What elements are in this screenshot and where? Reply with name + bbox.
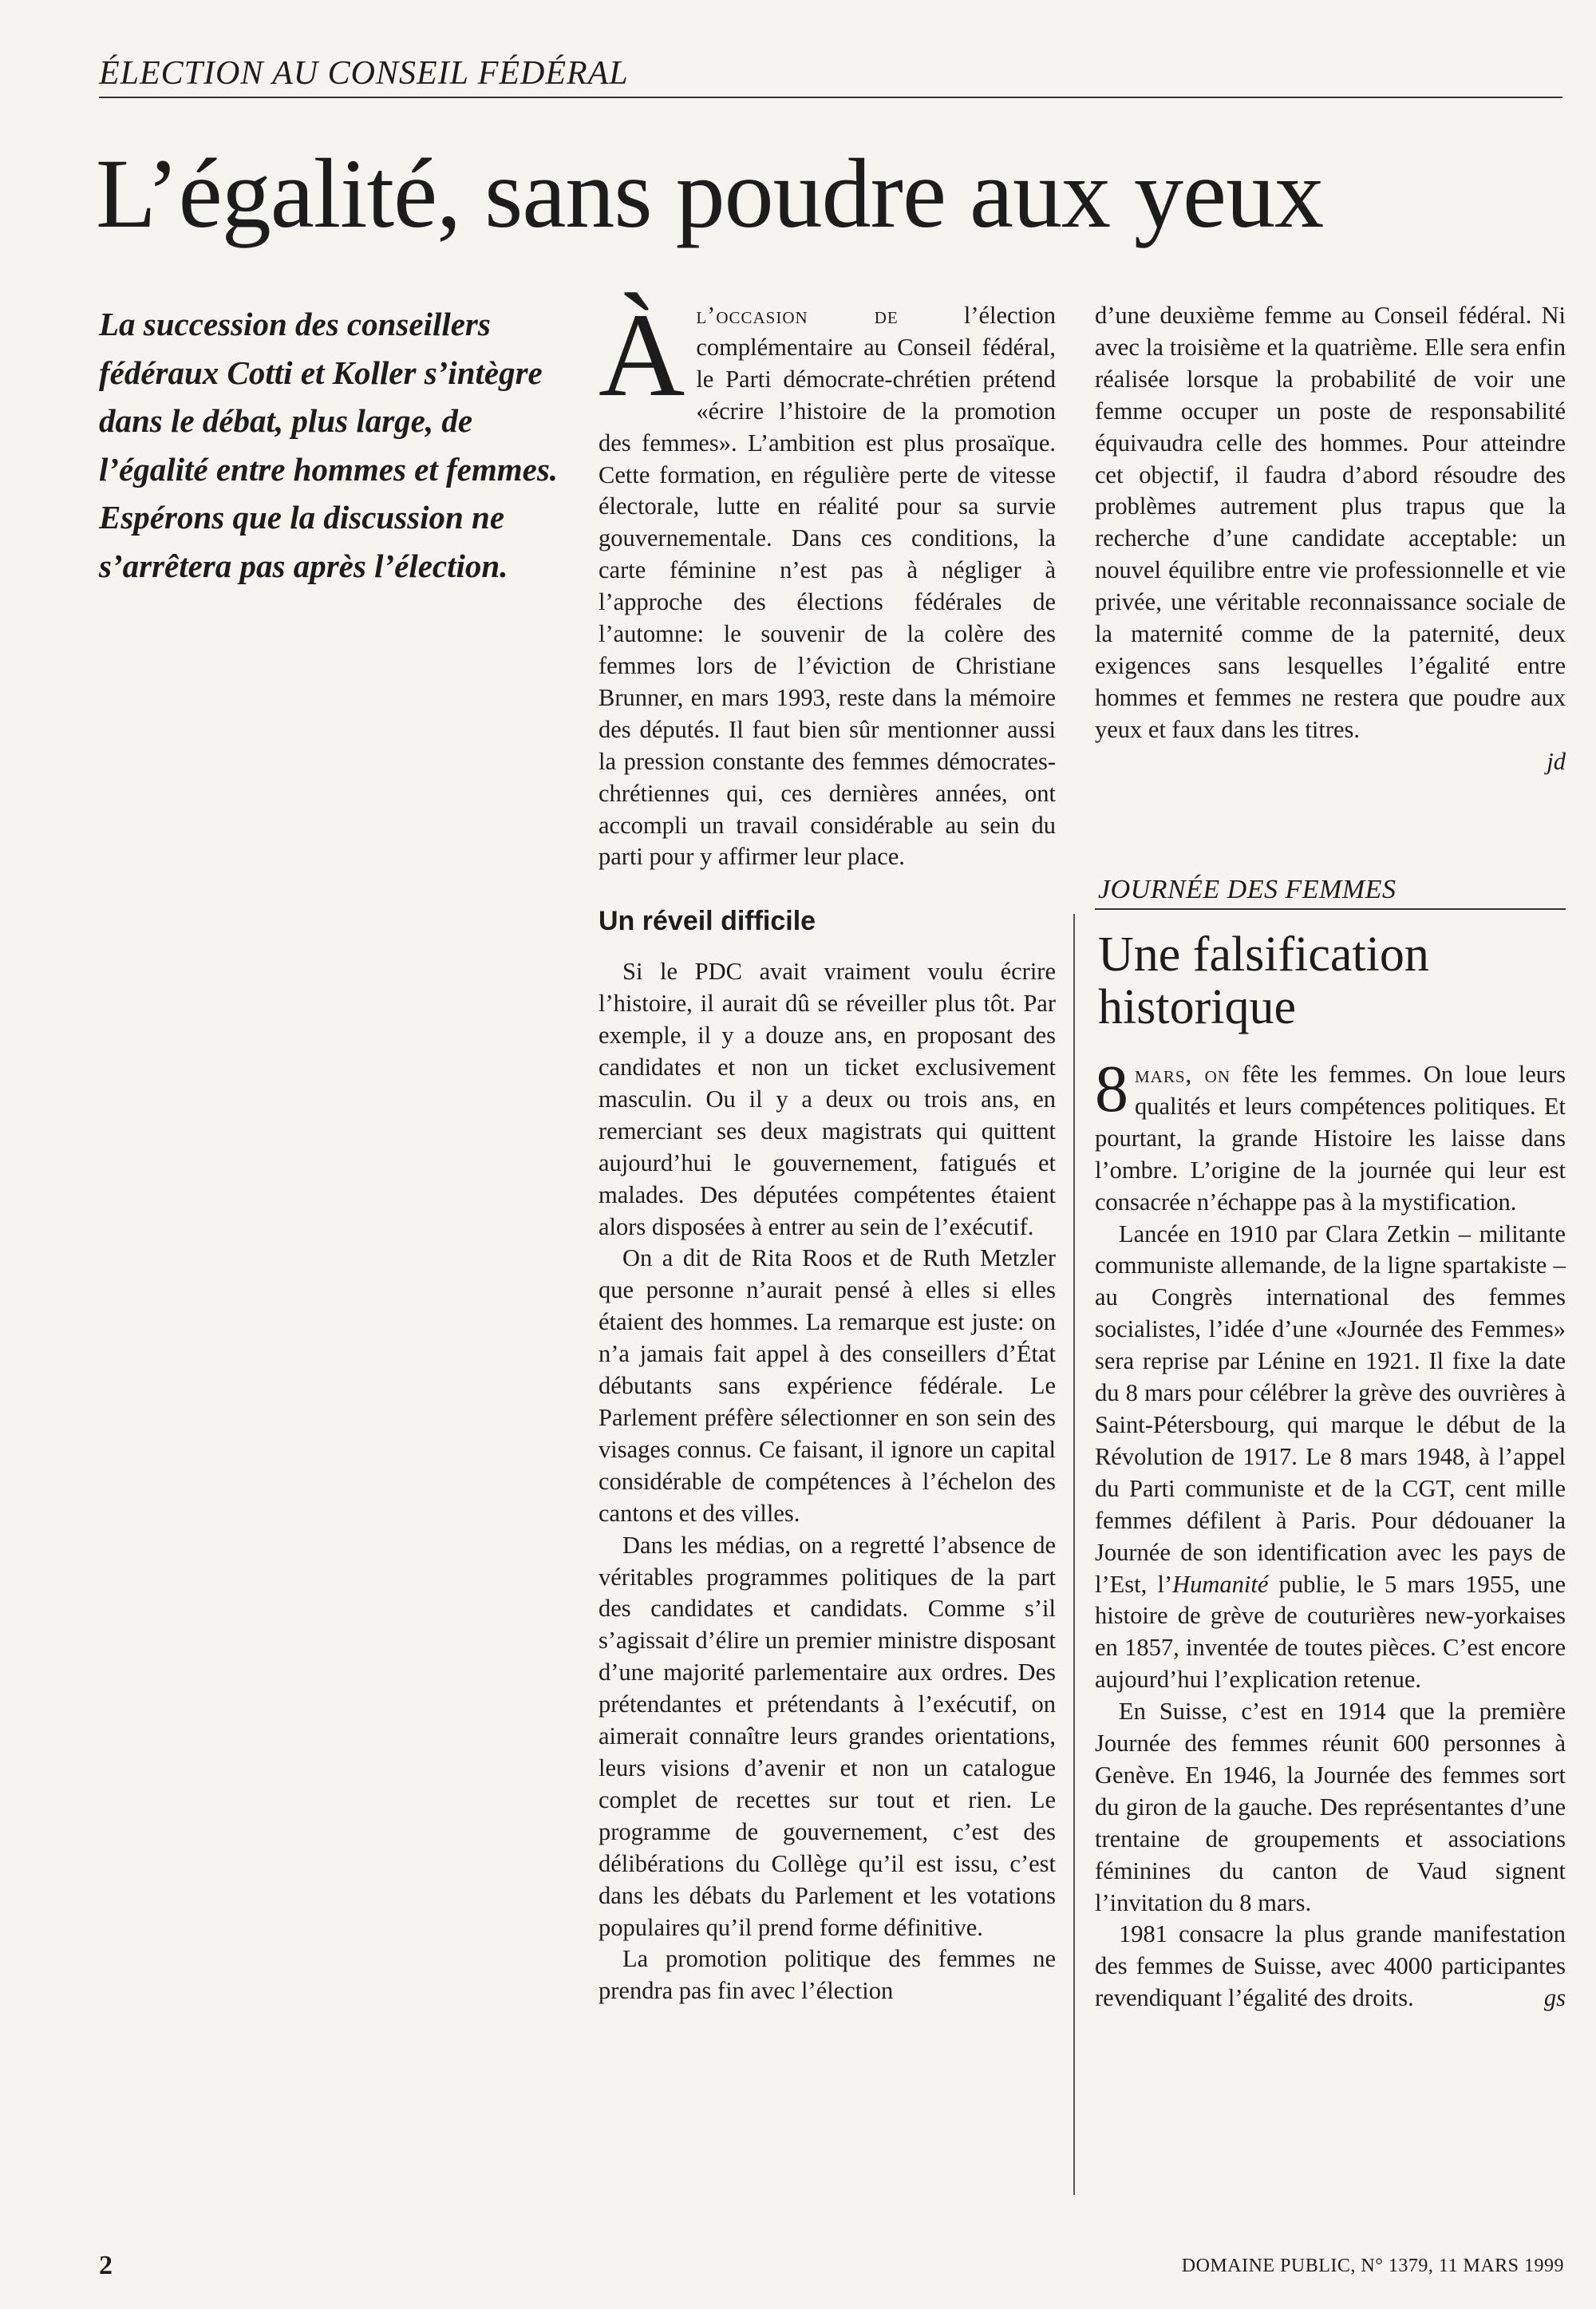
article-paragraph [1095, 1219, 1566, 1697]
author-signature: gs [1543, 1984, 1566, 2012]
lede-paragraph: La succession des conseillers fédéraux Cotti et Koller s’intègre dans le débat, plus large, de l’égalité entre hommes et femmes. Espérons que la discussion ne s’arrêtera pas après l’élection. [99, 306, 559, 584]
drop-cap: À [598, 289, 685, 421]
author-signature: jd [1547, 747, 1566, 775]
column-divider [1073, 914, 1075, 2195]
article-paragraph: On a dit de Rita Roos et de Ruth Metzler que personne n’aurait pensé à elles si elles étaient des hommes. La remarque est juste: on n’a jamais fait appel à des conseillers d’État débutants sans expérience fédérale. Le Parlement préfère sélectionner en son sein des visages connus. Ce faisant, il ignore un capital considérable de compétences à l’échelon des cantons et des villes. [598, 1244, 1056, 1527]
newspaper-name: Humanité [1172, 1570, 1269, 1598]
paragraph-text: l’élection complémentaire au Conseil fédéral, le Parti démocrate-chrétien prétend «écrire l’histoire de la promotion des femmes». L’ambition est plus prosaïque. Cette formation, en régulière perte de vitesse électorale, lutte en réalité pour sa survie gouvernementale. Dans ces conditions, la carte féminine n’est pas à négliger à l’approche des élections fédérales de l’automne: le souvenir de la colère des femmes lors de l’éviction de Christiane Brunner, en mars 1993, reste dans la mémoire des députés. Il faut bien sûr mentionner aussi la pression constante des femmes démocrates-chrétiennes qui, ces dernières années, ont accompli un travail considérable au sein du parti pour y affirmer leur place. [598, 302, 1057, 871]
article-paragraph [1095, 1052, 1566, 1219]
article-paragraph: d’une deuxième femme au Conseil fédéral. Ni avec la troisième et la quatrième. Elle sera enfin réalisée lorsque la probabilité de voir une femme occuper un poste de responsabilité équivaudra celle des hommes. Pour atteindre cet objectif, il faudra d’abord résoudre des problèmes autrement plus trapus que la recherche d’une candidate acceptable: un nouvel équilibre entre vie professionnelle et vie privée, une véritable reconnaissance sociale de la maternité comme de la paternité, deux exigences sans lesquelles l’égalité entre hommes et femmes ne restera que poudre aux yeux et faux dans les titres. [1095, 302, 1566, 743]
article-paragraph [598, 289, 1057, 873]
paragraph-text: Lancée en 1910 par Clara Zetkin – militante communiste allemande, de la ligne spartakiste – au Congrès international des femmes socialistes, l’idée d’une «Journée des Femmes» sera reprise par Lénine en 1921. Il fixe la date du 8 mars pour célébrer la grève des ouvrières à Saint-Pétersbourg, qui marque le début de la Révolution de 1917. Le 8 mars 1948, à l’appel du Parti communiste et de la CGT, cent mille femmes défilent à Paris. Pour dédouaner la Journée de son identification avec les pays de l’Est, l’ [1095, 1220, 1566, 1598]
lead-smallcaps: l’occasion de [696, 302, 899, 329]
article-continuation-column [1095, 300, 1566, 778]
section-rubric-secondary: JOURNÉE DES FEMMES [1098, 875, 1396, 904]
sidebar-article [1095, 1052, 1566, 2014]
paragraph-text: publie, le 5 mars 1955, une histoire de grève de couturières new-yorkaises en 1857, inventée de toutes pièces. C’est encore aujourd’hui l’explication retenue. [1095, 1570, 1566, 1694]
section-rule [1095, 908, 1566, 910]
subheading: Un réveil difficile [598, 906, 816, 937]
page-number: 2 [99, 2251, 113, 2280]
paragraph-text: 1981 consacre la plus grande manifestation des femmes de Suisse, avec 4000 participantes revendiquant l’égalité des droits. [1095, 1920, 1566, 2012]
header-rule [99, 97, 1562, 98]
paragraph-text: fête les femmes. On loue leurs qualités et leurs compétences politiques. Et pourtant, la grande Histoire les laisse dans l’ombre. L’origine de la journée qui leur est consacrée n’échappe pas à la mystification. [1095, 1061, 1566, 1216]
article-main-column [598, 289, 1057, 2007]
lead-smallcaps: mars, on [1135, 1061, 1231, 1088]
section-rubric: ÉLECTION AU CONSEIL FÉDÉRAL [99, 55, 629, 92]
drop-cap: 8 [1095, 1052, 1128, 1126]
page-title: L’égalité, sans poudre aux yeux [96, 139, 1324, 248]
article-paragraph: En Suisse, c’est en 1914 que la première Journée des femmes réunit 600 personnes à Genève. En 1946, la Journée des femmes sort du giron de la gauche. Des représentantes d’une trentaine de groupements et associations féminines du canton de Vaud signent l’invitation du 8 mars. [1095, 1698, 1566, 1916]
article-paragraph: La promotion politique des femmes ne prendra pas fin avec l’élection [598, 1945, 1056, 2005]
publication-footer: DOMAINE PUBLIC, N° 1379, 11 MARS 1999 [1181, 2256, 1564, 2276]
article-paragraph: Dans les médias, on a regretté l’absence de véritables programmes politiques de la part des candidates et candidats. Comme s’il s’agissait d’élire un premier ministre disposant d’une majorité parlementaire aux ordres. Des prétendantes et prétendants à l’exécutif, on aimerait connaître leurs grandes orientations, leurs visions d’avenir et non un catalogue complet de recettes sur tout et rien. Le programme de gouvernement, c’est des délibérations du Collège qu’il est issu, c’est dans les débats du Parlement et les votations populaires qu’il prend forme définitive. [598, 1531, 1056, 1941]
secondary-title: Une falsification historique [1098, 927, 1429, 1034]
article-paragraph: Si le PDC avait vraiment voulu écrire l’histoire, il aurait dû se réveiller plus tôt. Par exemple, il y a douze ans, en proposant des candidates et non un ticket exclusivement masculin. Ou il y a deux ou trois ans, en remerciant ses deux magistrats qui quittent aujourd’hui le gouvernement, fatigués et malades. Des députées compétentes étaient alors disposées à entrer au sein de l’exécutif. [598, 958, 1056, 1240]
article-paragraph [1095, 1919, 1566, 2014]
